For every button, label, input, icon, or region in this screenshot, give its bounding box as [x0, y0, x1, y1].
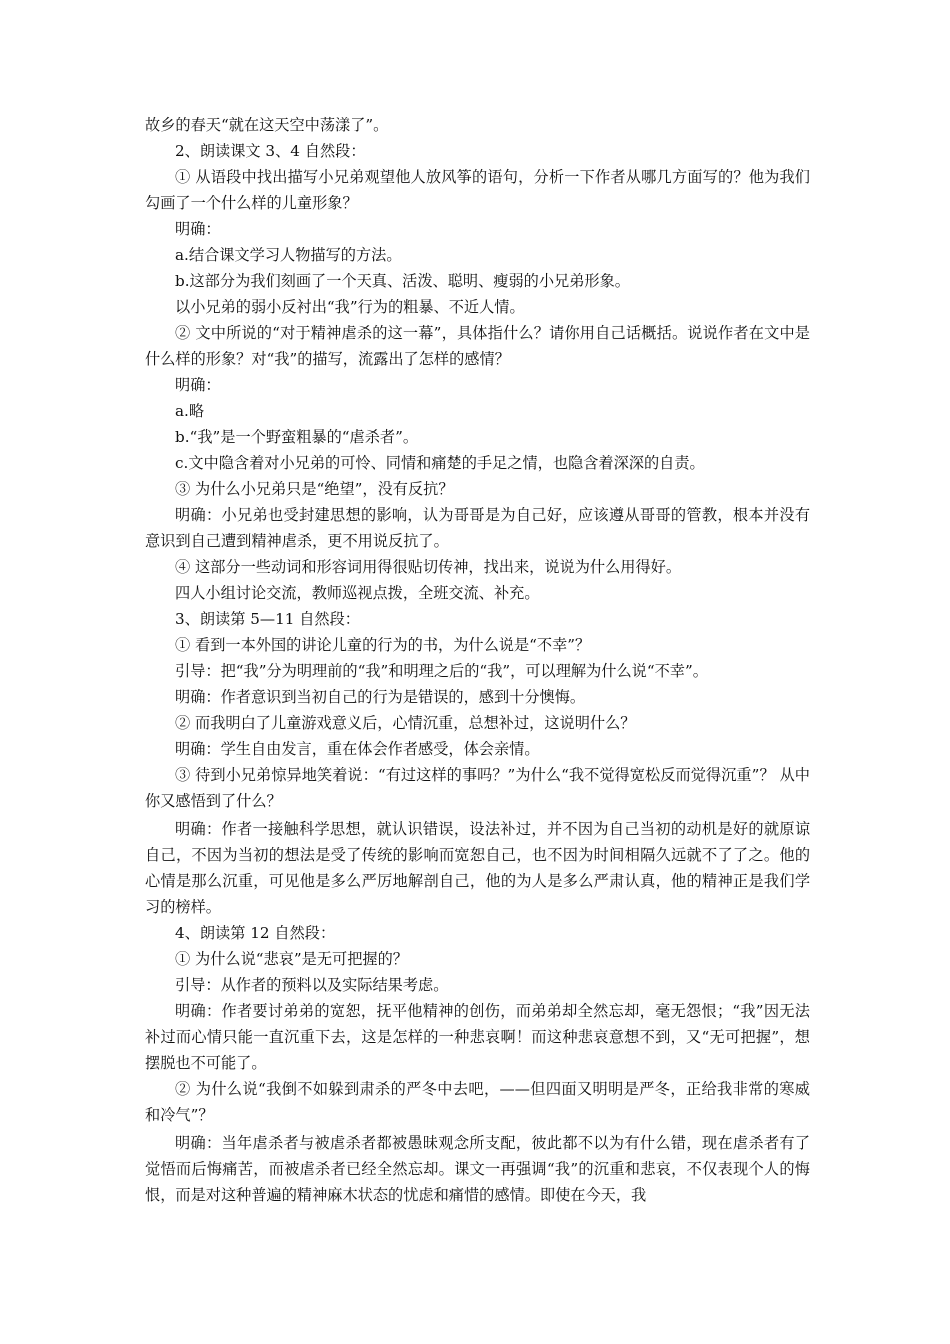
question: ③ 待到小兄弟惊异地笑着说：“有过这样的事吗？”为什么“我不觉得宽松反而觉得沉重”？ 从中你又感悟到了什么？ [145, 766, 810, 810]
question: ② 为什么说“我倒不如躲到肃杀的严冬中去吧，——但四面又明明是严冬，正给我非常的寒威和冷气”？ [145, 1080, 810, 1124]
question: ④ 这部分一些动词和形容词用得很贴切传神，找出来，说说为什么用得好。 [175, 558, 682, 576]
question: ② 文中所说的“对于精神虐杀的这一幕”，具体指什么？请你用自己话概括。说说作者在文中是什么样的形象？对“我”的描写，流露出了怎样的感情？ [145, 324, 810, 368]
answer: 明确：作者意识到当初自己的行为是错误的，感到十分懊悔。 [175, 688, 586, 706]
paragraph: 故乡的春天“就在这天空中荡漾了”。 [145, 116, 389, 134]
answer-item: a.略 [175, 402, 205, 420]
answer-label: 明确： [175, 220, 221, 238]
question: ① 从语段中找出描写小兄弟观望他人放风筝的语句，分析一下作者从哪几方面写的？他为我们勾画了一个什么样的儿童形象？ [145, 168, 810, 212]
question: ② 而我明白了儿童游戏意义后，心情沉重，总想补过，这说明什么？ [175, 714, 636, 732]
answer: 明确：作者一接触科学思想，就认识错误，设法补过，并不因为自己当初的动机是好的就原谅自己，不因为当初的想法是受了传统的影响而宽恕自己，也不因为时间相隔久远就不了了之。他的心情是那么沉重，可见他是多么严厉地解剖自己，他的为人是多么严肃认真，他的精神正是我们学习的榜样。 [145, 820, 810, 916]
question: ① 为什么说“悲哀”是无可把握的？ [175, 950, 408, 968]
section-heading: 2、朗读课文 3、4 自然段： [175, 142, 366, 160]
paragraph: 四人小组讨论交流，教师巡视点拨，全班交流、补充。 [175, 584, 540, 602]
answer-item: a.结合课文学习人物描写的方法。 [175, 246, 402, 264]
answer-item: c.文中隐含着对小兄弟的可怜、同情和痛楚的手足之情，也隐含着深深的自责。 [175, 454, 705, 472]
paragraph: 以小兄弟的弱小反衬出“我”行为的粗暴、不近人情。 [175, 298, 525, 316]
answer-label: 明确： [175, 376, 221, 394]
question: ③ 为什么小兄弟只是“绝望”，没有反抗？ [175, 480, 454, 498]
guidance: 引导：从作者的预料以及实际结果考虑。 [175, 976, 449, 994]
guidance: 引导：把“我”分为明理前的“我”和明理之后的“我”，可以理解为什么说“不幸”。 [175, 662, 708, 680]
question: ① 看到一本外国的讲论儿童的行为的书，为什么说是“不幸”？ [175, 636, 591, 654]
answer: 明确：当年虐杀者与被虐杀者都被愚昧观念所支配，彼此都不以为有什么错，现在虐杀者有了觉悟而后悔痛苦，而被虐杀者已经全然忘却。课文一再强调“我”的沉重和悲哀，不仅表现个人的悔恨，而是对这种普遍的精神麻木状态的忧虑和痛惜的感情。即使在今天，我 [145, 1134, 810, 1204]
answer-item: b.这部分为我们刻画了一个天真、活泼、聪明、瘦弱的小兄弟形象。 [175, 272, 630, 290]
section-heading: 3、朗读第 5—11 自然段： [175, 610, 360, 628]
section-heading: 4、朗读第 12 自然段： [175, 924, 336, 942]
document-page [145, 112, 810, 1208]
answer-item: b.“我”是一个野蛮粗暴的“虐杀者”。 [175, 428, 419, 446]
answer: 明确：小兄弟也受封建思想的影响，认为哥哥是为自己好，应该遵从哥哥的管教，根本并没有意识到自己遭到精神虐杀，更不用说反抗了。 [145, 506, 810, 550]
answer: 明确：学生自由发言，重在体会作者感受，体会亲情。 [175, 740, 540, 758]
answer: 明确：作者要讨弟弟的宽恕，抚平他精神的创伤，而弟弟却全然忘却，毫无怨恨；“我”因无法补过而心情只能一直沉重下去，这是怎样的一种悲哀啊！而这种悲哀意想不到，又“无可把握”，想摆脱也不可能了。 [145, 1002, 810, 1072]
